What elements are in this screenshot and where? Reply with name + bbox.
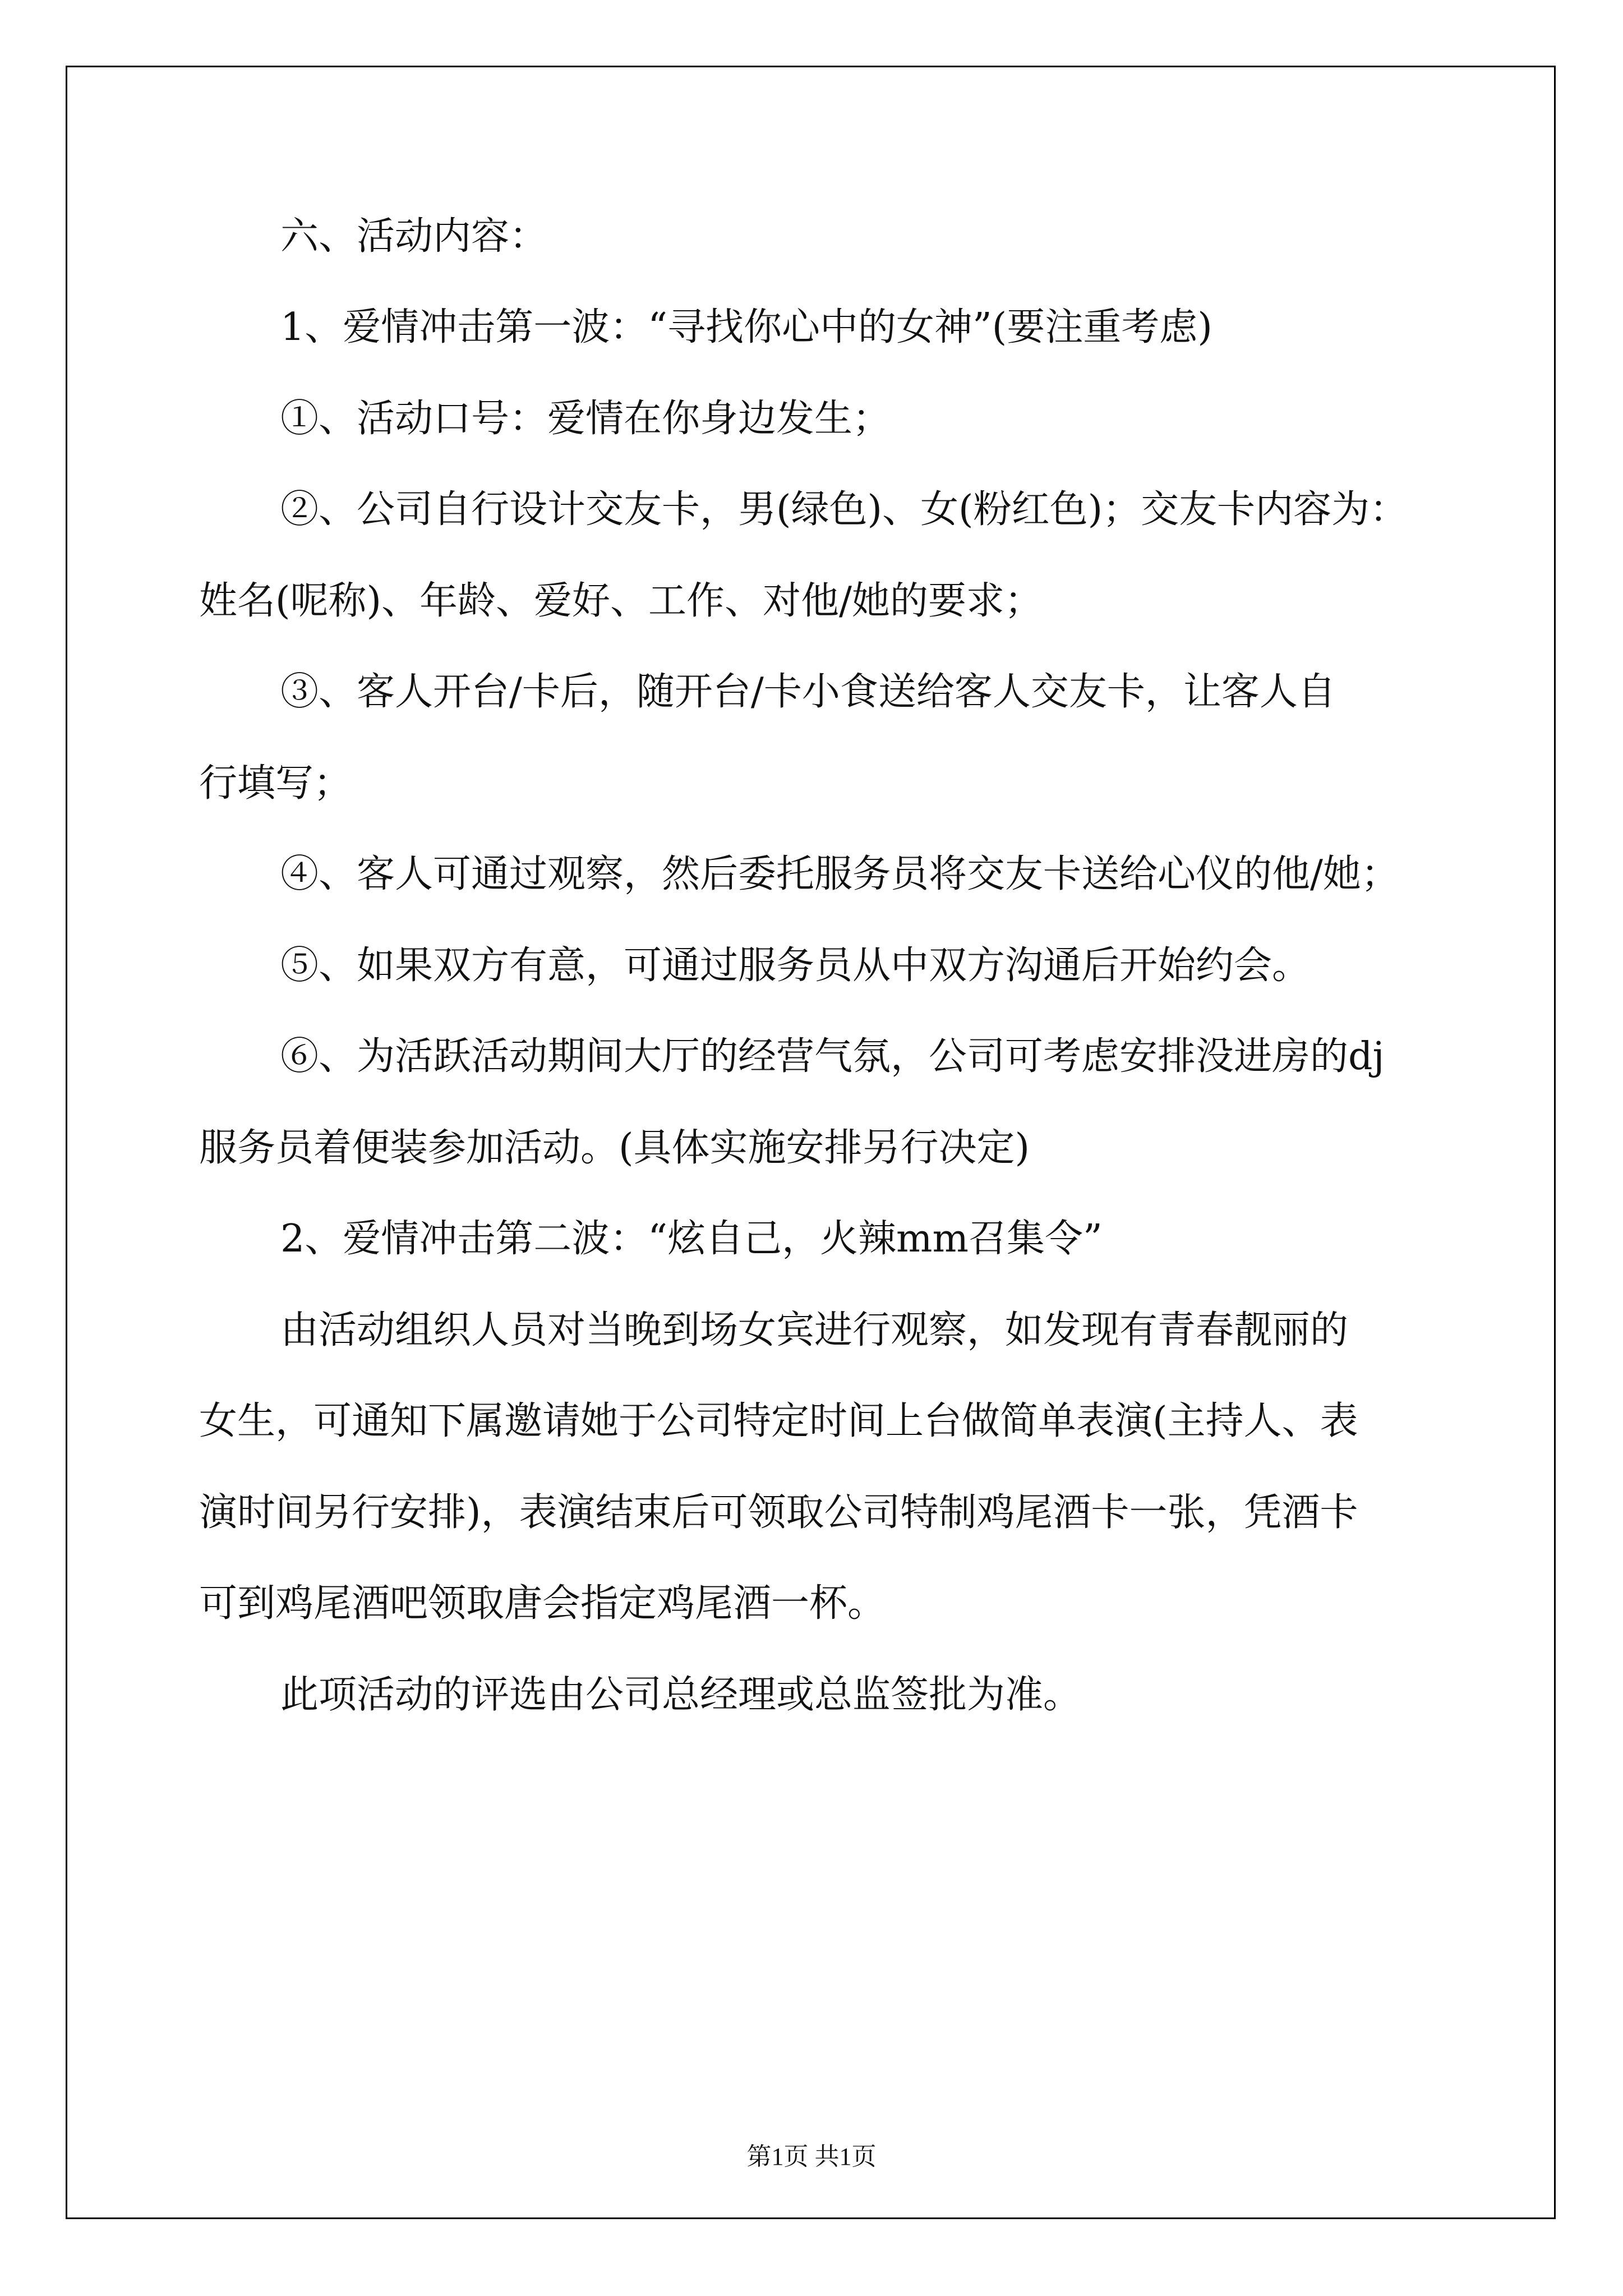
paragraph-line: ③、客人开台/卡后，随开台/卡小食送给客人交友卡，让客人自 xyxy=(280,670,1336,714)
subsection-heading: 1、爱情冲击第一波：“寻找你心中的女神”(要注重考虑) xyxy=(280,305,1212,349)
paragraph-line: 行填写； xyxy=(199,761,352,806)
page-number-footer: 第1页 共1页 xyxy=(746,2143,877,2170)
paragraph-line: 由活动组织人员对当晚到场女宾进行观察，如发现有青春靓丽的 xyxy=(280,1308,1349,1352)
paragraph-line: 女生，可通知下属邀请她于公司特定时间上台做简单表演(主持人、表 xyxy=(199,1399,1358,1443)
paragraph-line: 服务员着便装参加活动。(具体实施安排另行决定) xyxy=(199,1126,1030,1170)
paragraph-line: ④、客人可通过观察，然后委托服务员将交友卡送给心仪的他/她； xyxy=(280,852,1399,896)
paragraph-line: 演时间另行安排)，表演结束后可领取公司特制鸡尾酒卡一张，凭酒卡 xyxy=(199,1490,1358,1535)
paragraph-line: 可到鸡尾酒吧领取唐会指定鸡尾酒一杯。 xyxy=(199,1581,886,1626)
section-heading: 六、活动内容： xyxy=(280,214,548,259)
paragraph-line: ①、活动口号：爱情在你身边发生； xyxy=(280,397,891,441)
paragraph-line: ⑤、如果双方有意，可通过服务员从中双方沟通后开始约会。 xyxy=(280,944,1311,988)
paragraph-line: ②、公司自行设计交友卡，男(绿色)、女(粉红色)；交友卡内容为： xyxy=(280,487,1408,532)
paragraph-line: 此项活动的评选由公司总经理或总监签批为准。 xyxy=(280,1673,1082,1717)
subsection-heading: 2、爱情冲击第二波：“炫自己，火辣mm召集令” xyxy=(280,1217,1103,1261)
paragraph-line: 姓名(呢称)、年龄、爱好、工作、对他/她的要求； xyxy=(199,579,1043,623)
paragraph-line: ⑥、为活跃活动期间大厅的经营气氛，公司可考虑安排没进房的dj xyxy=(280,1034,1385,1079)
